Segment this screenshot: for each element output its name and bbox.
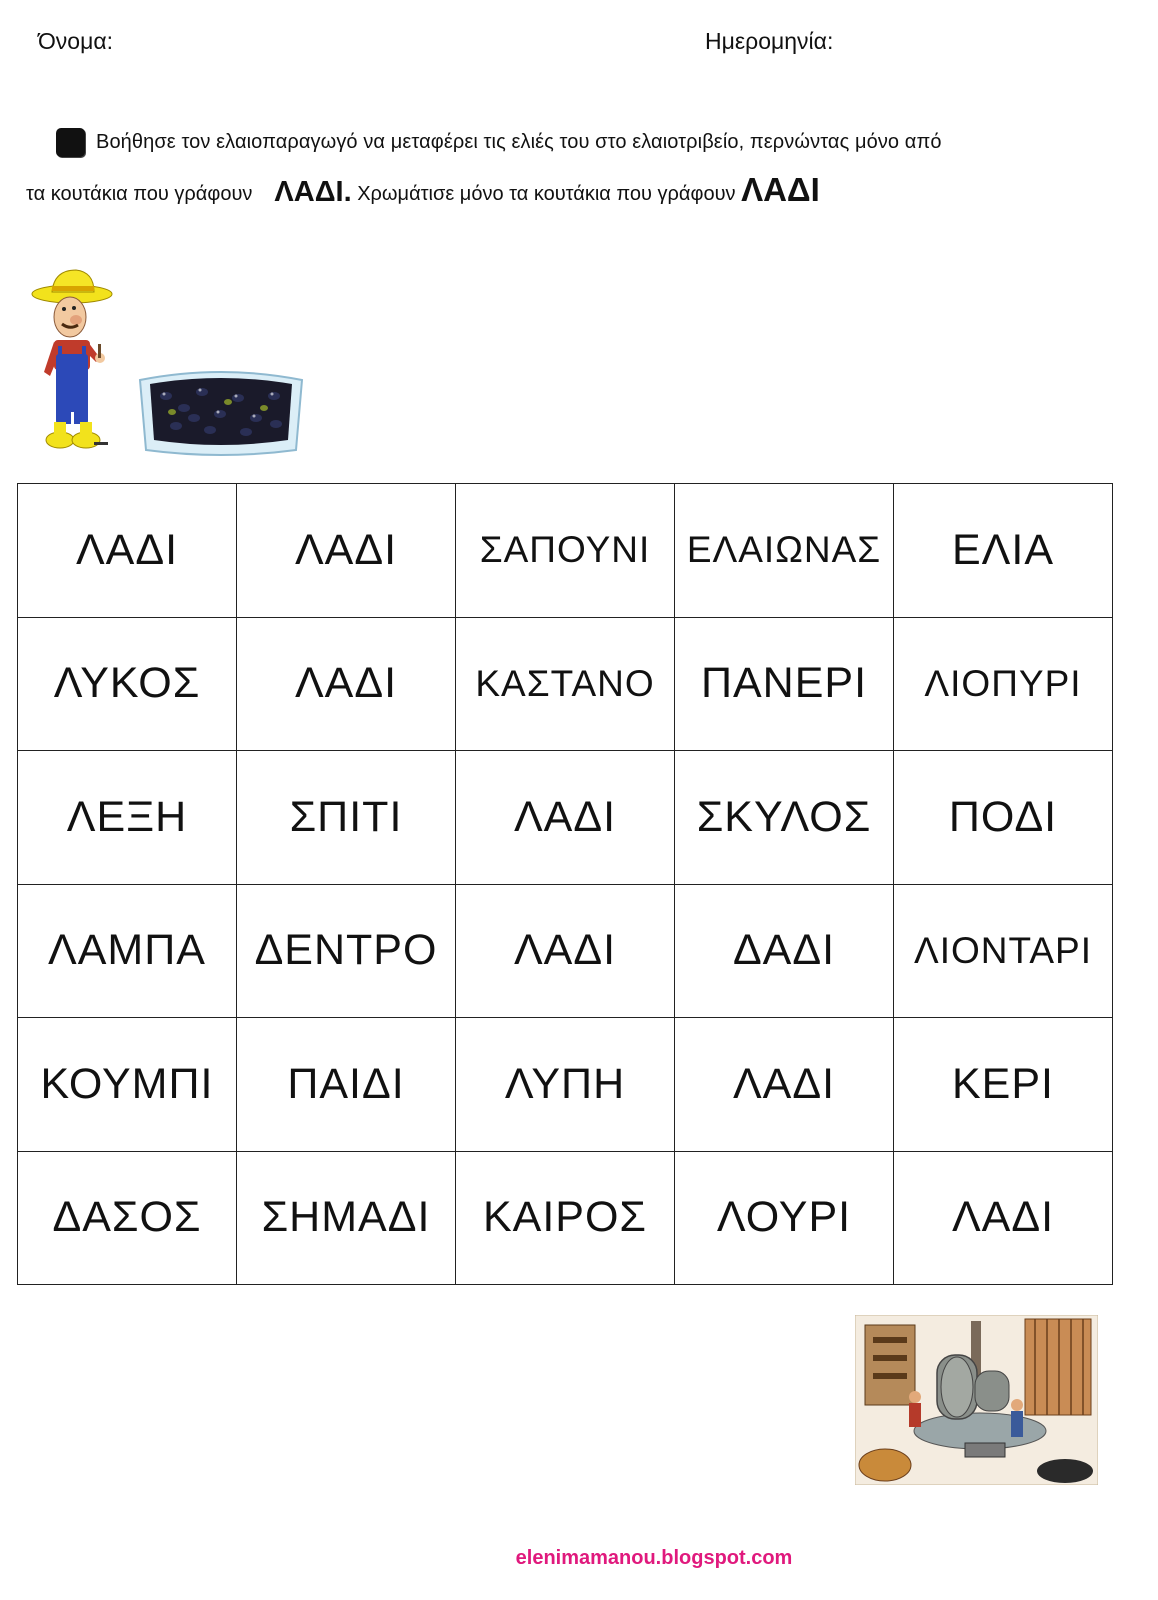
instruction-line-2 (26, 171, 820, 209)
word-cell[interactable]: ΔΑΣΟΣ (18, 1152, 237, 1286)
word-cell[interactable]: ΣΗΜΑΔΙ (237, 1152, 456, 1286)
word-cell[interactable]: ΣΚΥΛΟΣ (675, 751, 894, 885)
word-cell[interactable]: ΛΙΟΝΤΑΡΙ (894, 885, 1113, 1019)
word-cell[interactable]: ΛΕΞΗ (18, 751, 237, 885)
word-cell[interactable]: ΕΛΑΙΩΝΑΣ (675, 484, 894, 618)
word-grid (17, 483, 1113, 1285)
word-cell[interactable]: ΛΑΔΙ (456, 885, 675, 1019)
keyword-ladi-2: ΛΑΔΙ (741, 171, 820, 208)
blog-link[interactable]: elenimamanou.blogspot.com (515, 1547, 793, 1569)
word-cell[interactable]: ΛΑΔΙ (237, 618, 456, 752)
word-cell[interactable]: ΛΑΔΙ (456, 751, 675, 885)
word-cell[interactable]: ΠΑΝΕΡΙ (675, 618, 894, 752)
word-cell[interactable]: ΚΑΣΤΑΝΟ (456, 618, 675, 752)
word-cell[interactable]: ΛΑΔΙ (18, 484, 237, 618)
date-label: Ημερομηνία: (705, 28, 834, 54)
word-cell[interactable]: ΚΑΙΡΟΣ (456, 1152, 675, 1286)
word-cell[interactable]: ΔΑΔΙ (675, 885, 894, 1019)
word-cell[interactable]: ΚΕΡΙ (894, 1018, 1113, 1152)
word-cell[interactable]: ΚΟΥΜΠΙ (18, 1018, 237, 1152)
word-cell[interactable]: ΛΑΔΙ (894, 1152, 1113, 1286)
keyword-ladi-1: ΛΑΔΙ. (274, 176, 352, 208)
word-cell[interactable]: ΕΛΙΑ (894, 484, 1113, 618)
instruction-line-1: Βοήθησε τον ελαιοπαραγωγό να μεταφέρει τις ελιές του στο ελαιοτριβείο, περνώντας μόνο από (96, 131, 942, 153)
olive-bowl-illustration (136, 362, 306, 458)
word-cell[interactable]: ΠΑΙΔΙ (237, 1018, 456, 1152)
word-cell[interactable]: ΣΑΠΟΥΝΙ (456, 484, 675, 618)
word-cell[interactable]: ΛΑΔΙ (675, 1018, 894, 1152)
word-cell[interactable]: ΔΕΝΤΡΟ (237, 885, 456, 1019)
word-cell[interactable]: ΛΟΥΡΙ (675, 1152, 894, 1286)
instruction-line-2-start: τα κουτάκια που γράφουν (26, 183, 253, 205)
word-cell[interactable]: ΛΙΟΠΥΡΙ (894, 618, 1113, 752)
instruction-line-2-mid: Χρωμάτισε μόνο τα κουτάκια που γράφουν (351, 183, 742, 205)
word-cell[interactable]: ΛΥΚΟΣ (18, 618, 237, 752)
farmer-illustration (24, 262, 124, 467)
word-cell[interactable]: ΛΑΜΠΑ (18, 885, 237, 1019)
word-cell[interactable]: ΛΑΔΙ (237, 484, 456, 618)
olive-mill-illustration (855, 1315, 1098, 1485)
word-cell[interactable]: ΠΟΔΙ (894, 751, 1113, 885)
word-cell[interactable]: ΛΥΠΗ (456, 1018, 675, 1152)
word-cell[interactable]: ΣΠΙΤΙ (237, 751, 456, 885)
square-bullet-icon (56, 128, 85, 157)
name-label: Όνομα: (38, 28, 114, 54)
